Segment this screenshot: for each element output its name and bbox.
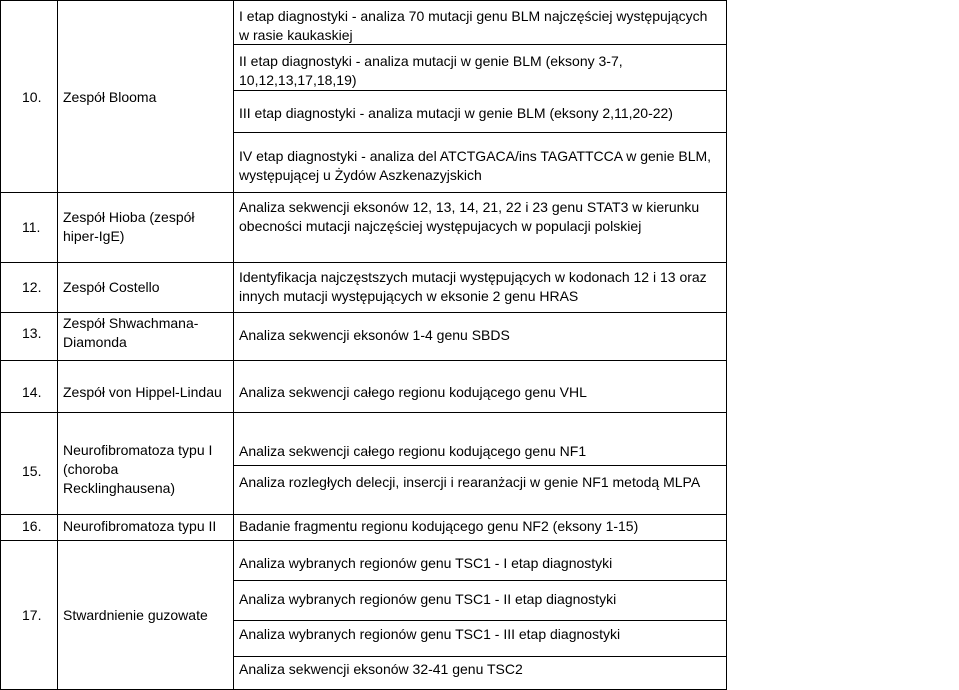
test-description: Analiza sekwencji eksonów 1-4 genu SBDS (239, 327, 510, 343)
test-description: Analiza sekwencji całego regionu kodującego genu NF1 (239, 443, 587, 459)
row-number: 15. (22, 463, 42, 479)
row-divider (233, 90, 727, 91)
syndrome-name: Stwardnienie guzowate (63, 607, 208, 623)
test-description: Analiza wybranych regionów genu TSC1 - III etap diagnostyki (239, 626, 621, 642)
row-divider (233, 465, 727, 466)
row-divider (0, 540, 727, 541)
row-divider (0, 0, 727, 1)
row-divider (233, 620, 727, 621)
row-divider (0, 412, 727, 413)
syndrome-name: Neurofibromatoza typu I (choroba Recklinghausena) (63, 442, 213, 496)
test-description: III etap diagnostyki - analiza mutacji w genie BLM (eksony 2,11,20-22) (239, 105, 673, 121)
row-number: 11. (22, 219, 41, 235)
row-divider (0, 192, 727, 193)
test-description: Analiza wybranych regionów genu TSC1 - I etap diagnostyki (239, 555, 613, 571)
syndrome-name: Zespół von Hippel-Lindau (63, 384, 222, 400)
table-border-right (726, 0, 727, 690)
row-divider (233, 132, 727, 133)
test-description: Analiza wybranych regionów genu TSC1 - II etap diagnostyki (239, 591, 617, 607)
test-description: Analiza sekwencji całego regionu kodującego genu VHL (239, 384, 587, 400)
column-divider-name (233, 0, 234, 690)
syndrome-name: Zespół Blooma (63, 89, 157, 105)
test-description: II etap diagnostyki - analiza mutacji w genie BLM (eksony 3-7, 10,12,13,17,18,19) (239, 53, 623, 88)
row-number: 16. (22, 518, 42, 534)
row-number: 13. (22, 325, 42, 341)
test-description: Identyfikacja najczęstszych mutacji występujących w kodonach 12 i 13 oraz innych mutacji występujących w eksonie 2 genu HRAS (239, 269, 707, 304)
syndrome-name: Zespół Hioba (zespół hiper-IgE) (63, 209, 195, 244)
row-divider (0, 262, 727, 263)
test-description: I etap diagnostyki - analiza 70 mutacji genu BLM najczęściej występujących w rasie kaukaskiej (239, 8, 708, 43)
test-description: Analiza rozległych delecji, insercji i rearanżacji w genie NF1 metodą MLPA (239, 474, 701, 490)
row-divider (0, 514, 727, 515)
test-description: IV etap diagnostyki - analiza del ATCTGACA/ins TAGATTCCA w genie BLM, występującej u Żydów Aszkenazyjskich (239, 148, 712, 183)
row-number: 10. (22, 89, 42, 105)
table-border-left (0, 0, 1, 690)
column-divider-number (57, 0, 58, 690)
syndrome-name: Neurofibromatoza typu II (63, 518, 217, 534)
row-number: 14. (22, 384, 42, 400)
test-description: Analiza sekwencji eksonów 12, 13, 14, 21, 22 i 23 genu STAT3 w kierunku obecności mutacji najczęściej występujacych w populacji polskiej (239, 199, 700, 234)
row-number: 17. (22, 607, 42, 623)
row-divider (0, 312, 727, 313)
row-divider (0, 360, 727, 361)
test-description: Badanie fragmentu regionu kodującego genu NF2 (eksony 1-15) (239, 518, 639, 534)
row-number: 12. (22, 279, 42, 295)
row-divider (233, 656, 727, 657)
test-description: Analiza sekwencji eksonów 32-41 genu TSC2 (239, 661, 523, 677)
syndrome-name: Zespół Shwachmana-Diamonda (63, 315, 199, 350)
row-divider (233, 580, 727, 581)
syndrome-name: Zespół Costello (63, 279, 160, 295)
